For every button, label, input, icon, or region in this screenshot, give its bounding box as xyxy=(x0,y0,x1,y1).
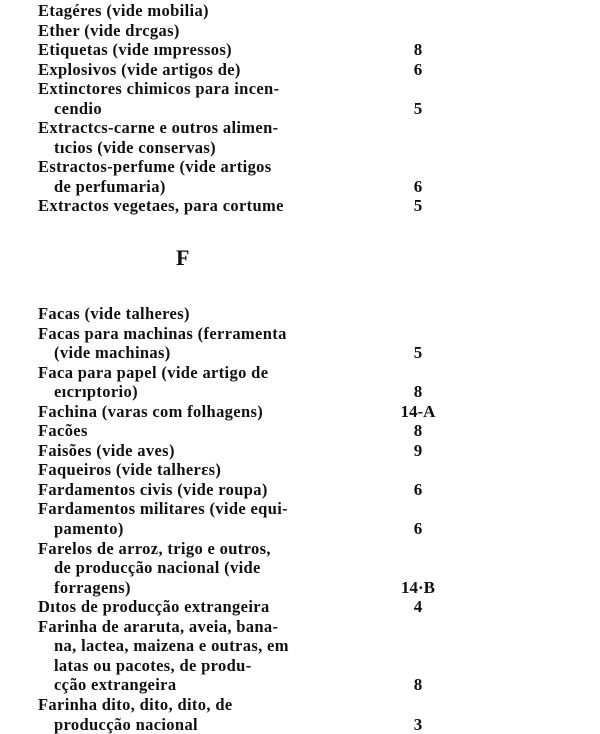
entry-text: Fardamentos militares (vide equi- xyxy=(38,499,458,519)
index-page xyxy=(38,0,458,734)
index-entry xyxy=(38,324,458,363)
entry-text-continuation: eıcrıptorio) xyxy=(38,382,458,402)
entry-text: Extinctores chimicos para incen- xyxy=(38,79,458,99)
entry-page-number: 8 xyxy=(378,40,458,60)
entry-text-continuation: de producção nacional (vide xyxy=(38,558,458,578)
entry-text: Explosivos (vide artigos de) xyxy=(38,60,458,80)
index-entry xyxy=(38,118,458,157)
entry-page-number: 8 xyxy=(378,421,458,441)
entry-text-continuation: cendio xyxy=(38,99,458,119)
entry-text: Faqueiros (vide talherɛs) xyxy=(38,460,458,480)
entry-page-number: 6 xyxy=(378,519,458,539)
index-entry xyxy=(38,1,458,21)
entry-page-number: 9 xyxy=(378,441,458,461)
index-entry xyxy=(38,480,458,500)
entry-text-continuation: latas ou pacotes, de produ- xyxy=(38,656,458,676)
index-entry xyxy=(38,499,458,538)
entry-text: Facas para machinas (ferramenta xyxy=(38,324,458,344)
index-entry xyxy=(38,79,458,118)
index-entry xyxy=(38,196,458,216)
entry-page-number: 6 xyxy=(378,177,458,197)
index-entry xyxy=(38,597,458,617)
index-entry xyxy=(38,441,458,461)
entry-text: Farinha dito, dito, dito, de xyxy=(38,695,458,715)
entry-text-continuation: de perfumaria) xyxy=(38,177,458,197)
entry-text: Farinha de araruta, aveia, bana- xyxy=(38,617,458,637)
entry-text: Faca para papel (vide artigo de xyxy=(38,363,458,383)
entry-text-continuation: pamento) xyxy=(38,519,458,539)
entry-page-number: 14-A xyxy=(378,402,458,422)
section-letter-heading xyxy=(38,216,458,304)
entry-text-continuation: na, lactea, maizena e outras, em xyxy=(38,636,458,656)
entry-text-continuation: cção extrangeira xyxy=(38,675,458,695)
entry-text: Estractos-perfume (vide artigos xyxy=(38,157,458,177)
index-section xyxy=(38,216,458,734)
index-entry xyxy=(38,40,458,60)
entry-page-number: 4 xyxy=(378,597,458,617)
index-entry xyxy=(38,402,458,422)
entry-text: Etiquetas (vide ımpressos) xyxy=(38,40,458,60)
entry-text: Facões xyxy=(38,421,458,441)
entry-text-continuation: forragens) xyxy=(38,578,458,598)
index-entry xyxy=(38,617,458,695)
entry-text: Faisões (vide aves) xyxy=(38,441,458,461)
entry-page-number: 5 xyxy=(378,196,458,216)
index-entry xyxy=(38,363,458,402)
entry-text-continuation: producção nacional xyxy=(38,715,458,734)
index-entry xyxy=(38,539,458,598)
entry-page-number: 14·B xyxy=(378,578,458,598)
index-entry xyxy=(38,460,458,480)
index-entry xyxy=(38,421,458,441)
entry-text: Dıtos de producção extrangeira xyxy=(38,597,458,617)
entry-page-number: 3 xyxy=(378,715,458,734)
index-section xyxy=(38,0,458,216)
entry-text: Ether (vide drcgas) xyxy=(38,21,458,41)
entry-page-number: 8 xyxy=(378,675,458,695)
entry-text: Facas (vide talheres) xyxy=(38,304,458,324)
entry-text: Extractcs-carne e outros alimen- xyxy=(38,118,458,138)
index-entry xyxy=(38,157,458,196)
entry-text-continuation: tıcios (vide conservas) xyxy=(38,138,458,158)
index-entry xyxy=(38,695,458,734)
index-entry xyxy=(38,304,458,324)
entry-page-number: 6 xyxy=(378,60,458,80)
entry-text: Fardamentos civis (vide roupa) xyxy=(38,480,458,500)
entry-text-continuation: (vide machinas) xyxy=(38,343,458,363)
entry-page-number: 8 xyxy=(378,382,458,402)
entry-page-number: 5 xyxy=(378,343,458,363)
entry-text: Extractos vegetaes, para cortume xyxy=(38,196,458,216)
index-entry xyxy=(38,21,458,41)
entry-page-number: 6 xyxy=(378,480,458,500)
section-letter: F xyxy=(176,245,189,271)
index-entry xyxy=(38,60,458,80)
entry-text: Farelos de arroz, trigo e outros, xyxy=(38,539,458,559)
entry-text: Fachina (varas com folhagens) xyxy=(38,402,458,422)
entry-text: Etagéres (vide mobilia) xyxy=(38,1,458,21)
entry-page-number: 5 xyxy=(378,99,458,119)
